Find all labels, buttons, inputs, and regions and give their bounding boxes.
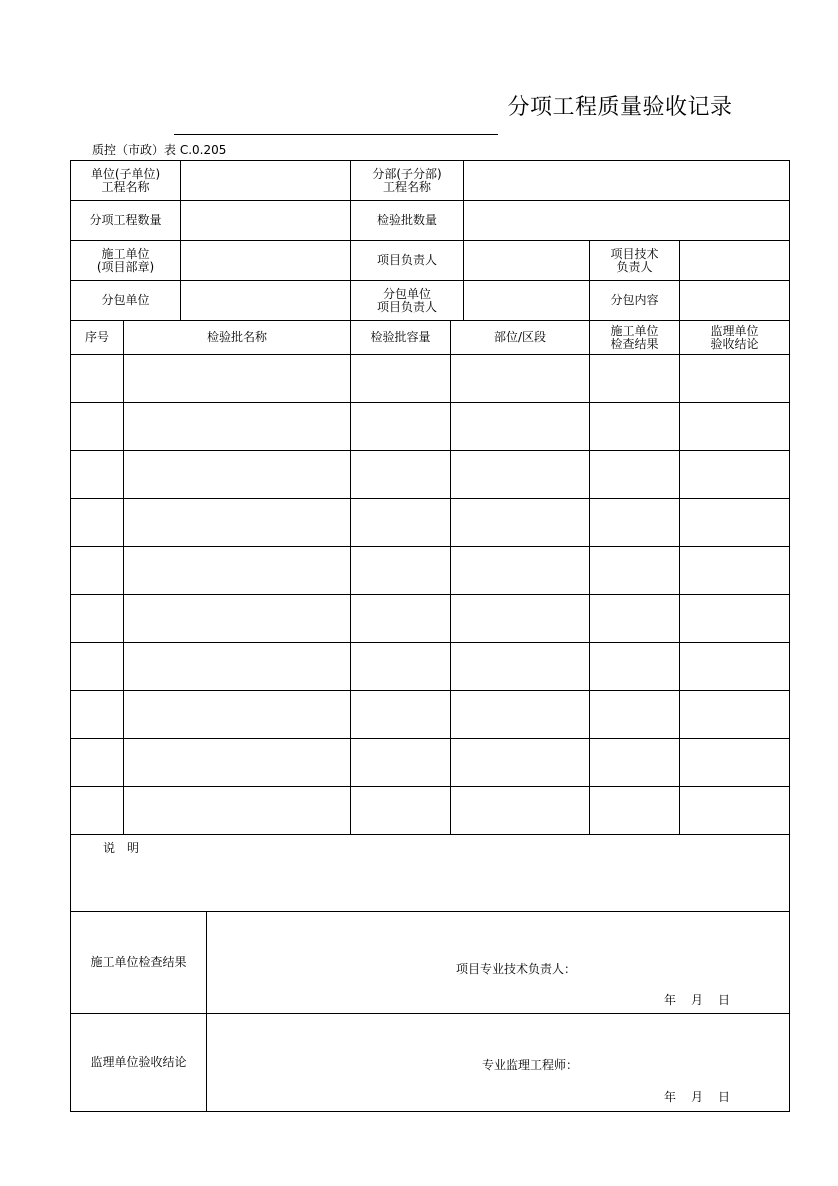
table-cell-accept[interactable] <box>679 738 789 786</box>
tech-lead-label: 项目技术 负责人 <box>589 240 679 280</box>
table-cell-seq[interactable] <box>70 642 123 690</box>
contractor-date-year: 年 <box>664 993 677 1007</box>
table-cell-seq[interactable] <box>70 594 123 642</box>
table-cell-capacity[interactable] <box>350 402 450 450</box>
subcontractor-field[interactable] <box>180 280 350 320</box>
table-cell-check[interactable] <box>589 786 679 834</box>
table-cell-location[interactable] <box>450 450 589 498</box>
supervisor-date-year: 年 <box>664 1090 677 1104</box>
sub-manager-label: 分包单位 项目负责人 <box>350 280 463 320</box>
table-cell-check[interactable] <box>589 450 679 498</box>
table-cell-name[interactable] <box>123 354 350 402</box>
table-cell-accept[interactable] <box>679 498 789 546</box>
table-bottom-border <box>70 1111 790 1112</box>
table-cell-accept[interactable] <box>679 402 789 450</box>
table-cell-capacity[interactable] <box>350 354 450 402</box>
supervisor-date-day: 日 <box>718 1090 731 1104</box>
table-cell-location[interactable] <box>450 690 589 738</box>
remarks-box[interactable] <box>70 834 789 911</box>
contractor-field[interactable] <box>180 240 350 280</box>
division-name-field[interactable] <box>463 160 789 200</box>
table-cell-accept[interactable] <box>679 786 789 834</box>
table-cell-accept[interactable] <box>679 450 789 498</box>
unit-name-field[interactable] <box>180 160 350 200</box>
table-cell-name[interactable] <box>123 450 350 498</box>
col-header-accept: 监理单位 验收结论 <box>679 320 789 354</box>
tech-lead-field[interactable] <box>679 240 789 280</box>
supervisor-conclusion-label: 监理单位验收结论 <box>70 1013 206 1111</box>
col-header-seq: 序号 <box>70 320 123 354</box>
contractor-signer: 项目专业技术负责人： <box>456 962 577 976</box>
item-count-label: 分项工程数量 <box>70 200 180 240</box>
sub-manager-field[interactable] <box>463 280 589 320</box>
table-cell-capacity[interactable] <box>350 594 450 642</box>
table-cell-seq[interactable] <box>70 354 123 402</box>
sub-content-label: 分包内容 <box>589 280 679 320</box>
subcontractor-label: 分包单位 <box>70 280 180 320</box>
table-cell-accept[interactable] <box>679 642 789 690</box>
table-cell-location[interactable] <box>450 498 589 546</box>
supervisor-date-month: 月 <box>691 1090 704 1104</box>
col-header-location: 部位/区段 <box>450 320 589 354</box>
table-cell-seq[interactable] <box>70 402 123 450</box>
contractor-label: 施工单位 (项目部章) <box>70 240 180 280</box>
batch-count-label: 检验批数量 <box>350 200 463 240</box>
table-cell-capacity[interactable] <box>350 498 450 546</box>
table-cell-capacity[interactable] <box>350 786 450 834</box>
table-cell-check[interactable] <box>589 594 679 642</box>
table-cell-location[interactable] <box>450 786 589 834</box>
table-cell-check[interactable] <box>589 402 679 450</box>
table-cell-name[interactable] <box>123 738 350 786</box>
table-cell-accept[interactable] <box>679 546 789 594</box>
table-cell-capacity[interactable] <box>350 450 450 498</box>
remarks-label: 说 明 <box>103 841 140 855</box>
table-cell-seq[interactable] <box>70 786 123 834</box>
project-manager-field[interactable] <box>463 240 589 280</box>
contractor-date-day: 日 <box>718 993 731 1007</box>
table-cell-seq[interactable] <box>70 546 123 594</box>
table-cell-location[interactable] <box>450 642 589 690</box>
table-cell-seq[interactable] <box>70 738 123 786</box>
table-cell-location[interactable] <box>450 738 589 786</box>
table-cell-check[interactable] <box>589 498 679 546</box>
table-cell-name[interactable] <box>123 546 350 594</box>
table-cell-check[interactable] <box>589 738 679 786</box>
supervisor-signer: 专业监理工程师： <box>482 1058 579 1072</box>
table-cell-seq[interactable] <box>70 450 123 498</box>
form-number: 质控（市政）表 C.0.205 <box>92 143 227 157</box>
project-manager-label: 项目负责人 <box>350 240 463 280</box>
division-name-label: 分部(子分部) 工程名称 <box>350 160 463 200</box>
table-cell-name[interactable] <box>123 594 350 642</box>
table-cell-location[interactable] <box>450 546 589 594</box>
table-cell-seq[interactable] <box>70 690 123 738</box>
table-cell-location[interactable] <box>450 402 589 450</box>
table-cell-check[interactable] <box>589 642 679 690</box>
table-cell-location[interactable] <box>450 354 589 402</box>
unit-name-label: 单位(子单位) 工程名称 <box>70 160 180 200</box>
col-header-name: 检验批名称 <box>123 320 350 354</box>
col-header-capacity: 检验批容量 <box>350 320 450 354</box>
batch-count-field[interactable] <box>463 200 789 240</box>
sub-content-field[interactable] <box>679 280 789 320</box>
table-cell-location[interactable] <box>450 594 589 642</box>
table-cell-name[interactable] <box>123 690 350 738</box>
table-cell-check[interactable] <box>589 690 679 738</box>
table-cell-capacity[interactable] <box>350 546 450 594</box>
table-cell-capacity[interactable] <box>350 642 450 690</box>
item-count-field[interactable] <box>180 200 350 240</box>
table-cell-capacity[interactable] <box>350 690 450 738</box>
table-cell-name[interactable] <box>123 498 350 546</box>
table-cell-accept[interactable] <box>679 354 789 402</box>
contractor-date-month: 月 <box>691 993 704 1007</box>
table-cell-name[interactable] <box>123 786 350 834</box>
contractor-result-label: 施工单位检查结果 <box>70 911 206 1013</box>
col-header-check: 施工单位 检查结果 <box>589 320 679 354</box>
table-cell-name[interactable] <box>123 642 350 690</box>
table-right-border <box>789 160 790 1112</box>
table-cell-name[interactable] <box>123 402 350 450</box>
title-underline <box>174 134 498 135</box>
table-cell-accept[interactable] <box>679 690 789 738</box>
table-cell-check[interactable] <box>589 546 679 594</box>
table-cell-accept[interactable] <box>679 594 789 642</box>
table-cell-check[interactable] <box>589 354 679 402</box>
page-title: 分项工程质量验收记录 <box>507 95 733 120</box>
table-cell-capacity[interactable] <box>350 738 450 786</box>
table-cell-seq[interactable] <box>70 498 123 546</box>
